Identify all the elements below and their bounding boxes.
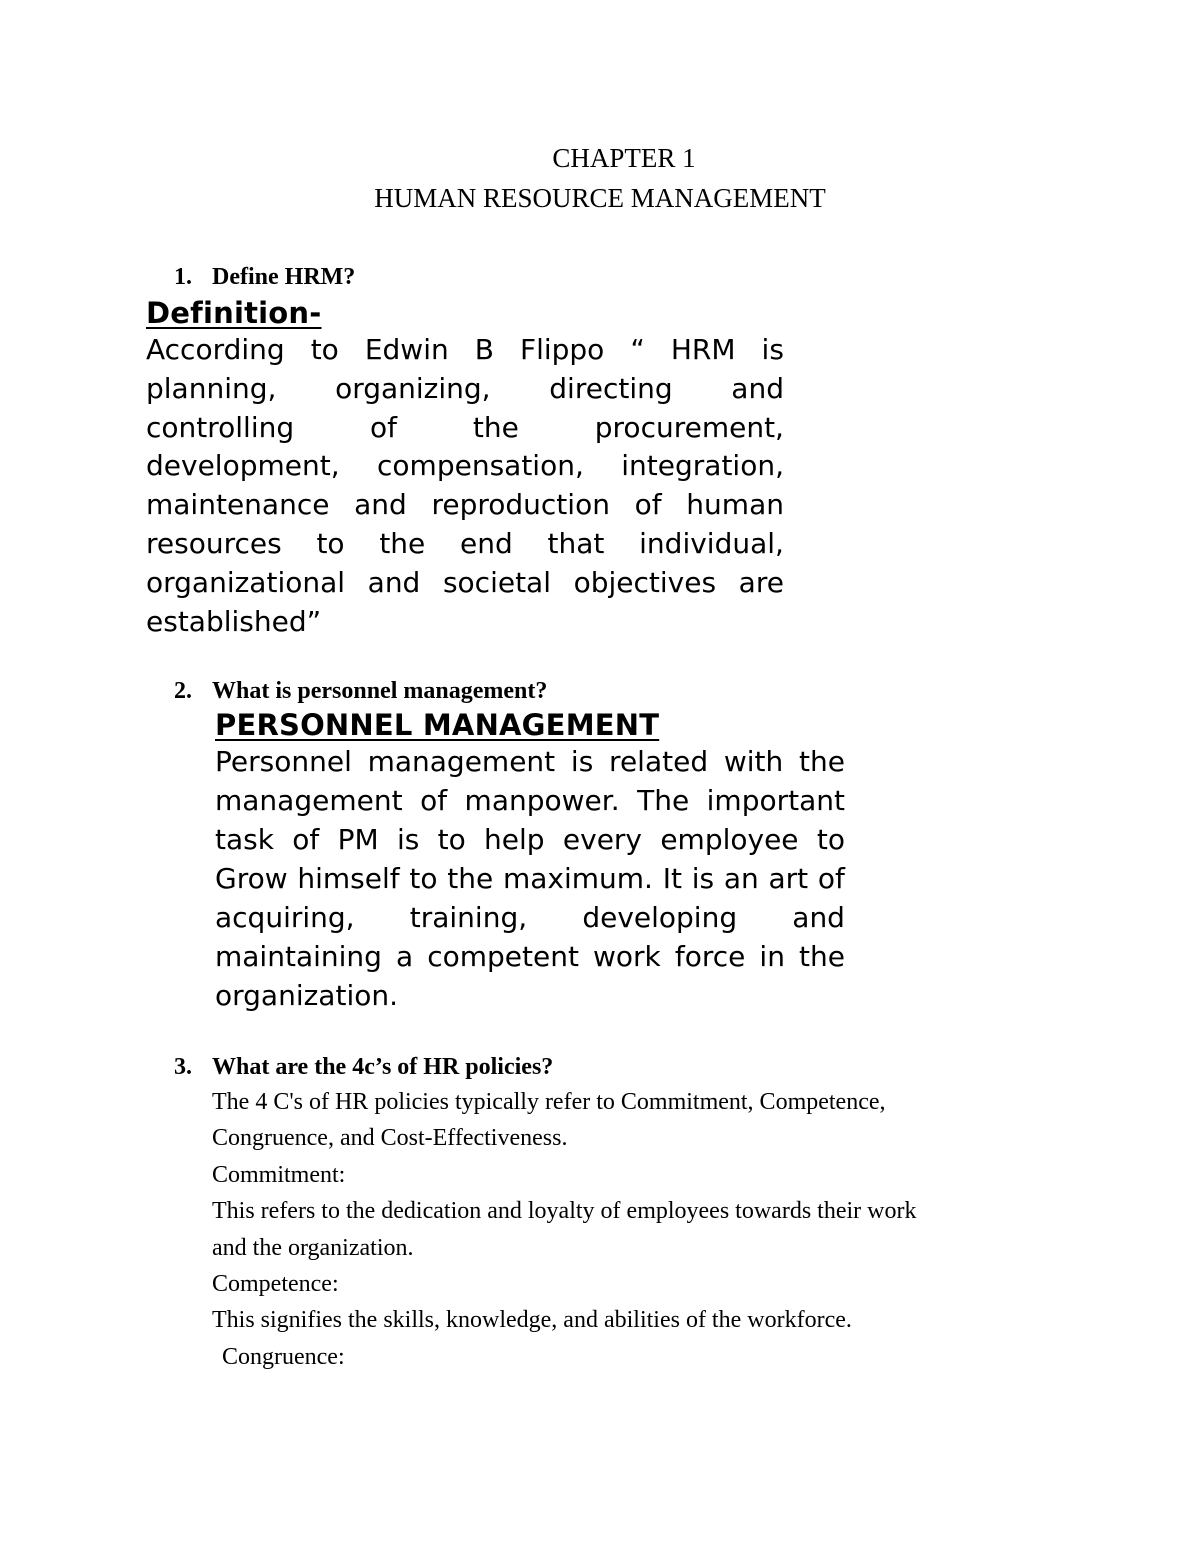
word: art: [768, 862, 809, 895]
word: developing: [582, 901, 738, 934]
word: important: [706, 784, 845, 817]
body-line: Competence:: [212, 1271, 339, 1297]
body-line: The 4 C's of HR policies typically refer to Commitment, Competence,: [212, 1089, 886, 1115]
word: organizing,: [335, 371, 491, 405]
word: the: [472, 410, 519, 444]
question-text: What are the 4c’s of HR policies?: [212, 1054, 554, 1080]
paragraph-line: [215, 745, 845, 778]
body-line: This signifies the skills, knowledge, and abilities of the workforce.: [212, 1307, 852, 1334]
definition-heading: Definition-: [146, 296, 322, 330]
word: management: [367, 745, 556, 778]
word: B: [474, 333, 494, 366]
word: the: [447, 862, 494, 895]
word: of: [817, 862, 845, 895]
word: maintaining: [215, 940, 382, 973]
word: every: [562, 823, 642, 856]
word: the: [379, 527, 426, 560]
question-text: Define HRM?: [212, 264, 356, 290]
word: and: [792, 901, 845, 934]
word: manpower.: [464, 784, 620, 817]
body-line: and the organization.: [212, 1234, 414, 1261]
word: individual,: [639, 527, 784, 560]
word: end: [460, 527, 513, 560]
word: organizational: [146, 565, 346, 599]
word: force: [674, 940, 746, 973]
chapter-label: CHAPTER 1: [552, 143, 696, 173]
word: According: [146, 333, 285, 366]
word: management: [215, 784, 403, 817]
word: to: [310, 333, 339, 366]
word: compensation,: [377, 449, 584, 483]
word: The: [637, 784, 690, 817]
paragraph-line: established”: [146, 604, 322, 638]
paragraph-line: [215, 862, 845, 895]
paragraph-line: [146, 372, 784, 405]
word: work: [593, 940, 661, 973]
word: controlling: [146, 410, 295, 444]
word: a: [395, 940, 414, 973]
word: is: [691, 862, 715, 895]
word: “: [630, 333, 645, 366]
word: to: [316, 527, 345, 560]
paragraph-line: [215, 784, 845, 817]
body-line: Commitment:: [212, 1161, 346, 1188]
word: the: [799, 745, 845, 778]
paragraph-line: [146, 333, 784, 366]
word: directing: [549, 371, 673, 405]
word: Personnel: [215, 745, 352, 778]
word: resources: [146, 527, 282, 560]
word: maximum.: [502, 862, 653, 895]
question-number: 1.: [174, 264, 192, 290]
word: reproduction: [431, 488, 610, 522]
word: and: [367, 565, 421, 599]
paragraph-line: [146, 411, 784, 444]
paragraph-line: [215, 901, 845, 934]
word: is: [396, 823, 420, 856]
word: planning,: [146, 371, 277, 405]
word: Edwin: [364, 333, 449, 366]
word: integration,: [621, 449, 784, 483]
word: himself: [297, 862, 400, 895]
word: to: [816, 823, 845, 856]
word: in: [759, 940, 785, 973]
word: PM: [337, 823, 379, 856]
word: and: [731, 371, 784, 405]
body-line: Congruence:: [222, 1343, 345, 1370]
word: of: [634, 488, 662, 522]
word: is: [761, 333, 784, 366]
paragraph-line: [146, 527, 784, 560]
question-text: What is personnel management?: [212, 678, 548, 704]
word: related: [609, 745, 709, 778]
word: task: [215, 823, 274, 856]
word: competent: [427, 940, 579, 973]
word: to: [437, 823, 466, 856]
word: and: [354, 488, 407, 522]
word: Flippo: [519, 333, 605, 366]
word: the: [799, 940, 845, 973]
paragraph-line: [146, 449, 784, 482]
word: development,: [146, 449, 340, 483]
paragraph-line: [215, 940, 845, 973]
paragraph-line: [146, 488, 784, 521]
document-title: HUMAN RESOURCE MANAGEMENT: [374, 183, 826, 213]
word: maintenance: [146, 488, 330, 522]
word: to: [409, 862, 438, 895]
personnel-management-heading: PERSONNEL MANAGEMENT: [215, 708, 660, 742]
word: HRM: [670, 333, 736, 366]
word: that: [547, 527, 605, 560]
word: employee: [660, 823, 799, 856]
word: is: [570, 745, 594, 778]
word: acquiring,: [215, 901, 355, 934]
paragraph-line: organization.: [215, 979, 398, 1012]
word: procurement,: [594, 410, 784, 444]
word: objectives: [573, 565, 717, 599]
paragraph-line: [215, 823, 845, 856]
body-line: Congruence, and Cost-Effectiveness.: [212, 1125, 568, 1152]
body-line: This refers to the dedication and loyalty of employees towards their work: [212, 1198, 917, 1225]
word: are: [738, 565, 784, 599]
word: It: [662, 862, 682, 895]
word: societal: [442, 565, 551, 599]
word: of: [420, 784, 448, 817]
word: of: [292, 823, 320, 856]
word: with: [723, 745, 784, 778]
word: Grow: [215, 862, 288, 895]
word: human: [686, 488, 784, 522]
question-number: 2.: [174, 678, 192, 704]
question-number: 3.: [174, 1054, 192, 1080]
paragraph-line: [146, 566, 784, 599]
word: help: [484, 823, 545, 856]
word: an: [723, 862, 759, 895]
word: training,: [409, 901, 528, 934]
word: of: [370, 410, 398, 444]
